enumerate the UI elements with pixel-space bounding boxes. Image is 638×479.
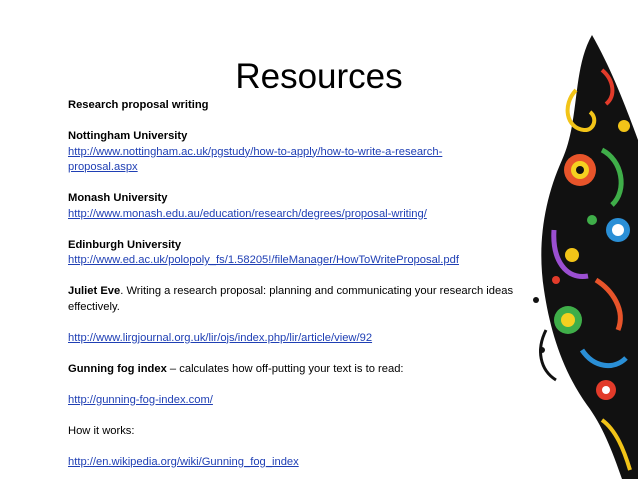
monash-link[interactable]: http://www.monash.edu.au/education/research/degrees/proposal-writing/ [68, 207, 427, 220]
wikipedia-link[interactable]: http://en.wikipedia.org/wiki/Gunning_fog_index [68, 455, 299, 468]
edinburgh-name: Edinburgh University [68, 238, 182, 251]
nottingham-link-line1[interactable]: http://www.nottingham.ac.uk/pgstudy/how-to-apply/how-to-write-a-research- [68, 145, 443, 158]
resources-list [68, 98, 538, 470]
juliet-eve-citation [68, 284, 538, 315]
gunning-fog-name: Gunning fog index [68, 362, 167, 375]
monash-name: Monash University [68, 192, 168, 204]
how-it-works-label: How it works: [68, 424, 135, 437]
nottingham-link-line2[interactable]: proposal.aspx [68, 161, 138, 173]
juliet-eve-link[interactable]: http://www.lirgjournal.org.uk/lir/ojs/index.php/lir/article/view/92 [68, 331, 373, 344]
gunning-fog-desc: – calculates how off-putting your text is to read: [166, 362, 404, 375]
edinburgh-link[interactable]: http://www.ed.ac.uk/polopoly_fs/1.58205!/fileManager/HowToWriteProposal.pdf [68, 254, 459, 266]
page-title: Resources [235, 57, 403, 96]
gunning-fog-link[interactable]: http://gunning-fog-index.com/ [68, 393, 213, 406]
gunning-fog-description [68, 362, 538, 378]
juliet-eve-title: . Writing a research proposal: planning and communicating your research ideas effectively. [68, 285, 514, 313]
nottingham-link[interactable] [68, 145, 538, 176]
nottingham-name: Nottingham University [68, 130, 188, 142]
juliet-eve-author: Juliet Eve [68, 285, 121, 297]
decorative-swirl-artwork [532, 30, 638, 479]
section-heading: Research proposal writing [68, 99, 209, 111]
